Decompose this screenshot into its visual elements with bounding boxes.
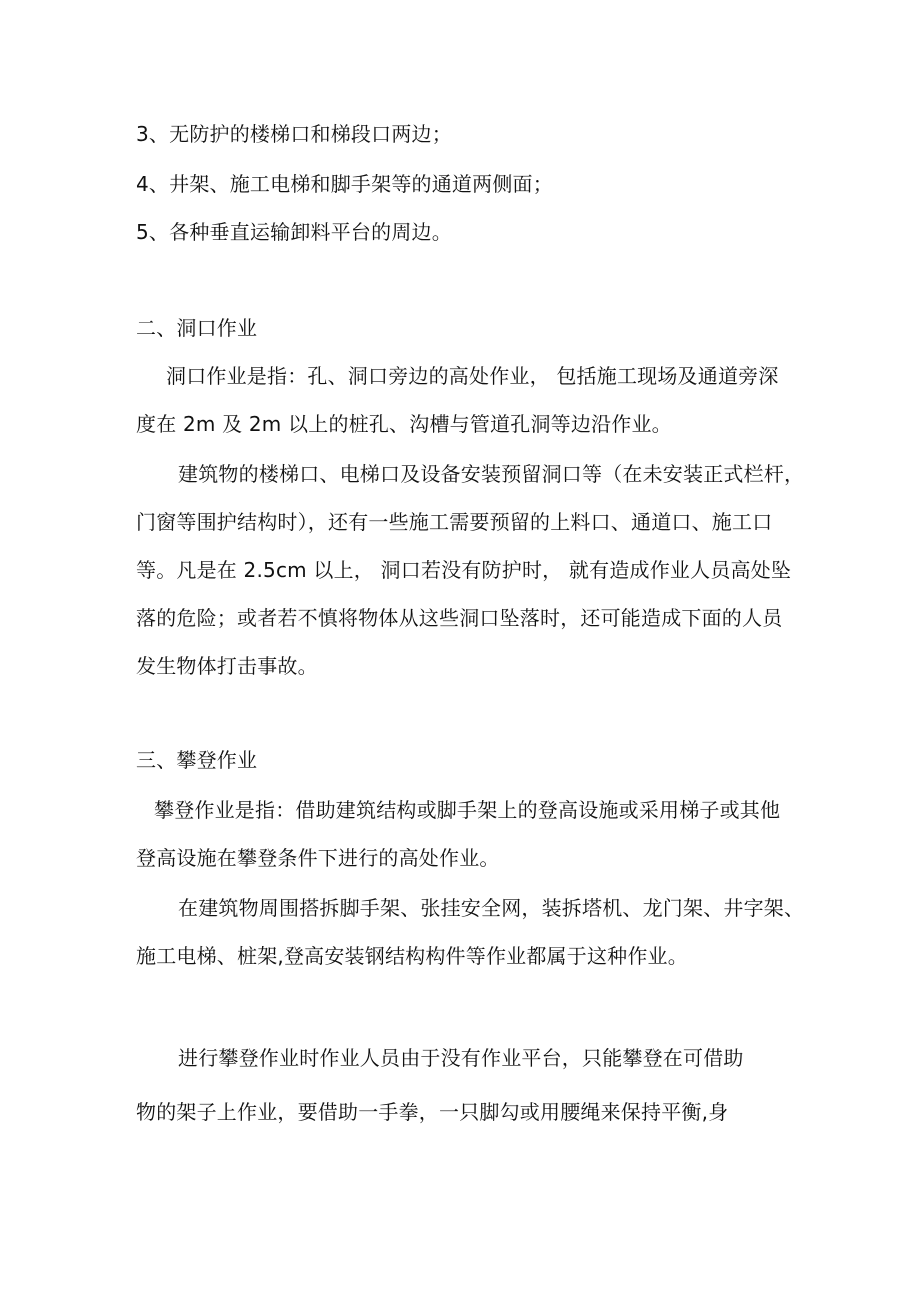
section-2-para-1-line-2: 度在 2m 及 2m 以上的桩孔、沟槽与管道孔洞等边沿作业。 [136, 412, 672, 436]
section-2-para-2-line-2: 门窗等围护结构时），还有一些施工需要预留的上料口、通道口、施工口 [136, 510, 773, 534]
section-2-para-2-line-3: 等。凡是在 2.5cm 以上， 洞口若没有防护时， 就有造成作业人员高处坠 [136, 558, 792, 582]
list-item-4: 4、井架、施工电梯和脚手架等的通道两侧面； [136, 172, 553, 196]
section-3-heading: 三、攀登作业 [136, 748, 258, 772]
list-item-5: 5、各种垂直运输卸料平台的周边。 [136, 220, 452, 244]
section-3-para-2-line-1: 在建筑物周围搭拆脚手架、张挂安全网，装拆塔机、龙门架、井字架、 [178, 896, 805, 920]
section-3-para-1-line-1: 攀登作业是指：借助建筑结构或脚手架上的登高设施或采用梯子或其他 [154, 798, 781, 822]
section-3-para-1-line-2: 登高设施在攀登条件下进行的高处作业。 [136, 846, 500, 870]
section-3-para-3-line-1: 进行攀登作业时作业人员由于没有作业平台，只能攀登在可借助 [178, 1046, 744, 1070]
section-3-para-3-line-2: 物的架子上作业，要借助一手拳，一只脚勾或用腰绳来保持平衡,身 [136, 1100, 729, 1124]
section-2-heading: 二、洞口作业 [136, 316, 258, 340]
list-item-3: 3、无防护的楼梯口和梯段口两边； [136, 122, 452, 146]
section-2-para-2-line-5: 发生物体打击事故。 [136, 654, 318, 678]
section-2-para-2-line-4: 落的危险；或者若不慎将物体从这些洞口坠落时，还可能造成下面的人员 [136, 606, 783, 630]
section-3-para-2-line-2: 施工电梯、桩架,登高安装钢结构构件等作业都属于这种作业。 [136, 944, 688, 968]
section-2-para-2-line-1: 建筑物的楼梯口、电梯口及设备安装预留洞口等（在未安装正式栏杆， [178, 462, 805, 486]
section-2-para-1-line-1: 洞口作业是指：孔、洞口旁边的高处作业， 包括施工现场及通道旁深 [166, 364, 779, 388]
